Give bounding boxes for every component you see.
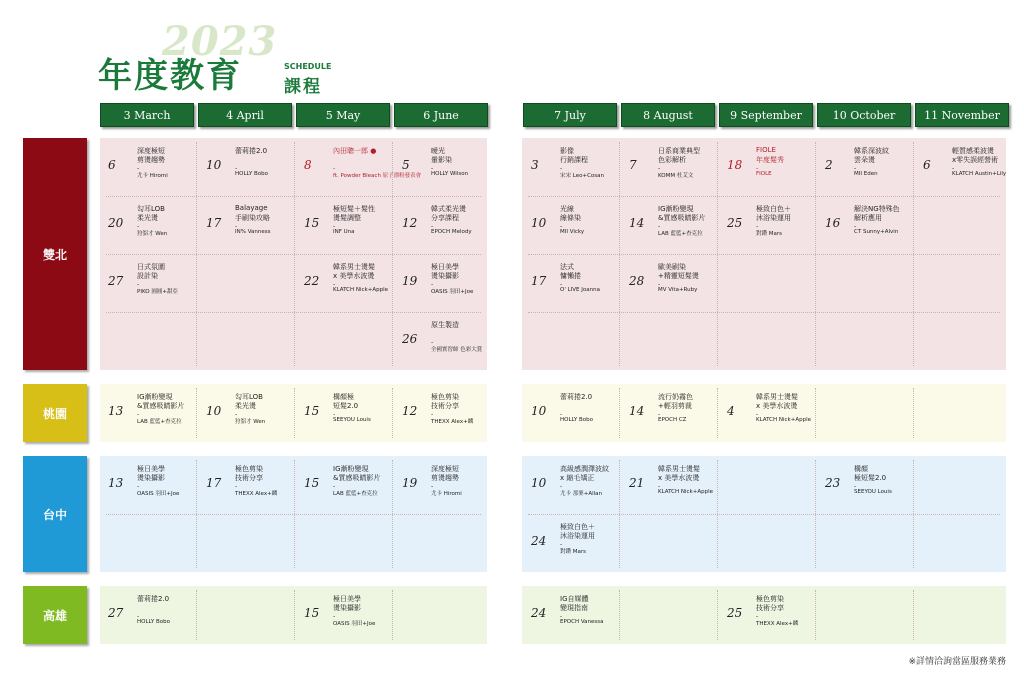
- course-lecturer: HOLLY Bobo: [560, 417, 593, 423]
- course-subtitle: &質感吸睛影片: [658, 214, 706, 222]
- course-lecturer: THEXX Alex+麟: [756, 621, 799, 627]
- month-header: 11 November: [915, 103, 1009, 127]
- course-subtitle: 行銷課程: [560, 156, 588, 164]
- course-title: 高級感潤澤波紋: [560, 465, 609, 473]
- course-subtitle: 短髮2.0: [333, 402, 359, 410]
- course-subtitle: 沐浴染運用: [756, 214, 791, 222]
- course-cell[interactable]: [915, 138, 1011, 196]
- day-number: 15: [304, 216, 320, 230]
- day-number: 7: [629, 158, 637, 172]
- month-header: 3 March: [100, 103, 194, 127]
- separator-dash: -: [560, 411, 563, 418]
- day-number: 20: [108, 216, 124, 230]
- course-cell[interactable]: [394, 456, 490, 514]
- course-cell[interactable]: [523, 196, 619, 254]
- column-divider: [196, 590, 197, 640]
- course-title: 韓式柔光燙: [431, 205, 466, 213]
- month-header: 9 September: [719, 103, 813, 127]
- course-lecturer: 尤卡 那麥+Allan: [560, 491, 603, 497]
- day-number: 15: [304, 404, 320, 418]
- course-title: 輕質感柔波燙: [952, 147, 994, 155]
- course-subtitle: 雲朵燙: [854, 156, 875, 164]
- course-lecturer: CT Sunny+Alvin: [854, 229, 899, 235]
- day-number: 3: [531, 158, 539, 172]
- course-title: 影像: [560, 147, 574, 155]
- course-title: 深度極短: [137, 147, 165, 155]
- day-number: 15: [304, 476, 320, 490]
- course-subtitle: +輕羽剪裁: [658, 402, 692, 410]
- course-title: 法式: [560, 263, 574, 271]
- course-lecturer: 宋宋 Leo+Cosan: [560, 173, 605, 179]
- separator-dash: -: [137, 411, 140, 418]
- course-cell[interactable]: [621, 138, 717, 196]
- course-lecturer: EPOCH CZ: [658, 417, 687, 423]
- separator-dash: -: [560, 165, 563, 172]
- separator-dash: -: [137, 483, 140, 490]
- course-lecturer: HOLLY Bobo: [235, 171, 268, 177]
- course-title: 流行奶霧色: [658, 393, 693, 401]
- month-header: 6 June: [394, 103, 488, 127]
- course-lecturer: FIOLE: [756, 171, 772, 177]
- course-subtitle: x零失誤經營術: [952, 156, 999, 164]
- separator-dash: -: [756, 223, 759, 230]
- course-lecturer: KLATCH Austin+Lily: [952, 171, 1007, 177]
- course-cell[interactable]: [523, 586, 619, 644]
- separator-dash: -: [431, 411, 434, 418]
- course-lecturer: LAB 藍藍+查克拉: [333, 491, 378, 497]
- course-subtitle: x 縮毛矯正: [560, 474, 595, 482]
- separator-dash: -: [235, 483, 238, 490]
- course-lecturer: OASIS 羽田+Joe: [137, 491, 180, 497]
- day-number: 24: [531, 534, 547, 548]
- course-cell[interactable]: [198, 456, 294, 514]
- separator-dash: -: [333, 613, 336, 620]
- course-lecturer: IN% Vanness: [235, 229, 271, 235]
- course-lecturer: LAB 藍藍+查克拉: [137, 419, 182, 425]
- month-header: 10 October: [817, 103, 911, 127]
- course-title: 蕾莉捲2.0: [235, 147, 268, 155]
- course-lecturer: 對鑽 Mars: [560, 549, 586, 555]
- course-lecturer: ft. Powder Bleach 原子漂粉發表會: [333, 173, 422, 179]
- course-subtitle: 技術分享: [431, 402, 459, 410]
- course-cell[interactable]: [719, 196, 815, 254]
- course-title: FIOLE: [756, 146, 776, 154]
- region-label: 雙北: [23, 138, 87, 370]
- separator-dash: -: [658, 281, 661, 288]
- course-subtitle: x 美學水波燙: [333, 272, 375, 280]
- column-divider: [815, 388, 816, 438]
- course-title: Balayage: [235, 204, 268, 212]
- course-title: 內田聰一郎 ●: [333, 147, 377, 155]
- month-header: 7 July: [523, 103, 617, 127]
- course-lecturer: OASIS 羽田+Joe: [333, 621, 376, 627]
- separator-dash: -: [854, 165, 857, 172]
- course-cell[interactable]: [817, 456, 913, 514]
- course-title: 極短髮＋髮性: [333, 205, 375, 213]
- separator-dash: -: [431, 165, 434, 172]
- course-subtitle: &質感吸睛影片: [333, 474, 381, 482]
- day-number: 10: [531, 404, 547, 418]
- day-number: 27: [108, 606, 124, 620]
- course-subtitle: x 美學水波燙: [756, 402, 798, 410]
- day-number: 2: [825, 158, 833, 172]
- course-lecturer: EPOCH Melody: [431, 229, 472, 235]
- course-subtitle: +精靈短髮燙: [658, 272, 699, 280]
- day-number: 12: [402, 216, 418, 230]
- course-title: 韓系男士燙髮: [658, 465, 700, 473]
- course-title: 原生製造: [431, 321, 459, 329]
- course-lecturer: KLATCH Nick+Apple: [658, 489, 714, 495]
- course-title: 極色剪染: [431, 393, 459, 401]
- day-number: 28: [629, 274, 645, 288]
- course-lecturer: THEXX Alex+麟: [431, 419, 474, 425]
- course-title: IG漸粉變現: [658, 205, 694, 213]
- course-cell[interactable]: [621, 196, 717, 254]
- course-title: IG漸粉變現: [137, 393, 173, 401]
- separator-dash: -: [137, 165, 140, 172]
- separator-dash: -: [137, 613, 140, 620]
- course-title: 歐美刷染: [658, 263, 686, 271]
- course-lecturer: 尤卡 Hiromi: [431, 491, 462, 497]
- page-title: 年度教育: [98, 56, 242, 96]
- title-block: [98, 18, 338, 97]
- day-number: 14: [629, 216, 645, 230]
- day-number: 10: [531, 476, 547, 490]
- course-cell[interactable]: [198, 196, 294, 254]
- separator-dash: -: [658, 483, 661, 490]
- course-lecturer: HOLLY Wilson: [431, 171, 469, 177]
- course-cell[interactable]: [621, 254, 717, 312]
- day-number: 25: [727, 216, 743, 230]
- course-subtitle: 剪燙趨勢: [431, 474, 459, 482]
- course-title: 勾耳LOB: [137, 205, 165, 213]
- day-number: 27: [108, 274, 124, 288]
- course-title: 勾耳LOB: [235, 393, 263, 401]
- course-cell[interactable]: [817, 196, 913, 254]
- course-lecturer: 對鑽 Mars: [756, 231, 782, 237]
- course-subtitle: 技術分享: [235, 474, 263, 482]
- separator-dash: -: [756, 411, 759, 418]
- course-subtitle: x 美學水波燙: [658, 474, 700, 482]
- course-cell[interactable]: [394, 312, 490, 370]
- separator-dash: -: [431, 223, 434, 230]
- course-lecturer: HOLLY Bobo: [137, 619, 170, 625]
- separator-dash: -: [560, 541, 563, 548]
- column-divider: [196, 388, 197, 438]
- day-number: 6: [108, 158, 116, 172]
- course-cell[interactable]: [394, 254, 490, 312]
- separator-dash: -: [235, 411, 238, 418]
- course-title: 極致白色＋: [560, 523, 595, 531]
- region-label: 高雄: [23, 586, 87, 644]
- course-title: 極致白色＋: [756, 205, 791, 213]
- day-number: 21: [629, 476, 645, 490]
- day-number: 17: [206, 216, 222, 230]
- separator-dash: -: [658, 165, 661, 172]
- course-lecturer: INF Una: [333, 229, 355, 235]
- month-header: 8 August: [621, 103, 715, 127]
- course-cell[interactable]: [296, 254, 392, 312]
- separator-dash: -: [854, 483, 857, 490]
- course-lecturer: SEEYOU Louis: [854, 489, 892, 495]
- course-lecturer: PIKO 圓圓+甜亞: [137, 289, 178, 295]
- course-lecturer: 尤卡 Hiromi: [137, 173, 168, 179]
- course-title: 日式氛圍: [137, 263, 165, 271]
- course-cell[interactable]: [394, 384, 490, 442]
- day-number: 6: [923, 158, 931, 172]
- course-cell[interactable]: [198, 138, 294, 196]
- course-subtitle: 極短髮2.0: [854, 474, 887, 482]
- course-subtitle: 色彩解析: [658, 156, 686, 164]
- separator-dash: -: [333, 411, 336, 418]
- course-lecturer: SEEYOU Louis: [333, 417, 371, 423]
- day-number: 13: [108, 476, 124, 490]
- separator-dash: -: [431, 483, 434, 490]
- course-title: IG漸粉變現: [333, 465, 369, 473]
- course-lecturer: THEXX Alex+麟: [235, 491, 278, 497]
- course-title: 韓系男士燙髮: [333, 263, 375, 271]
- course-title: IG自媒體: [560, 595, 589, 603]
- day-number: 19: [402, 476, 418, 490]
- column-divider: [294, 590, 295, 640]
- course-lecturer: 全國實習師 色彩大賞: [431, 347, 483, 353]
- separator-dash: -: [560, 483, 563, 490]
- column-divider: [717, 388, 718, 438]
- separator-dash: -: [560, 281, 563, 288]
- course-subtitle: 設計染: [137, 272, 158, 280]
- separator-dash: -: [952, 165, 955, 172]
- separator-dash: -: [658, 411, 661, 418]
- course-cell[interactable]: [719, 138, 815, 196]
- course-lecturer: MV Vita+Ruby: [658, 287, 698, 293]
- column-divider: [717, 590, 718, 640]
- course-title: 日系商業典型: [658, 147, 700, 155]
- course-cell[interactable]: [296, 138, 422, 196]
- course-title: 構顏: [854, 465, 868, 473]
- course-subtitle: 暈影染: [431, 156, 452, 164]
- day-number: 12: [402, 404, 418, 418]
- separator-dash: -: [560, 223, 563, 230]
- course-cell[interactable]: [523, 456, 619, 514]
- course-subtitle: 技術分享: [756, 604, 784, 612]
- course-title: 極日美學: [137, 465, 165, 473]
- course-lecturer: KLATCH Nick+Apple: [756, 417, 812, 423]
- course-subtitle: 手刷染攻略: [235, 214, 270, 222]
- course-cell[interactable]: [394, 138, 490, 196]
- month-header: 5 May: [296, 103, 390, 127]
- course-title: 蕾莉捲2.0: [137, 595, 170, 603]
- day-number: 15: [304, 606, 320, 620]
- day-number: 23: [825, 476, 841, 490]
- course-subtitle: 柔光燙: [235, 402, 256, 410]
- footnote: ※詳情洽詢當區服務業務: [908, 657, 1006, 667]
- course-lecturer: KLATCH Nick+Apple: [333, 287, 389, 293]
- course-title: 曖光: [431, 147, 445, 155]
- course-cell[interactable]: [621, 384, 717, 442]
- day-number: 26: [402, 332, 418, 346]
- course-cell[interactable]: [523, 384, 619, 442]
- course-subtitle: 年度髮秀: [756, 156, 784, 164]
- column-divider: [619, 388, 620, 438]
- course-cell[interactable]: [719, 384, 815, 442]
- course-cell[interactable]: [296, 586, 392, 644]
- separator-dash: -: [235, 165, 238, 172]
- day-number: 14: [629, 404, 645, 418]
- separator-dash: -: [137, 223, 140, 230]
- course-title: 光線: [560, 205, 574, 213]
- column-divider: [392, 388, 393, 438]
- day-number: 10: [206, 158, 222, 172]
- row-divider: [528, 312, 1000, 313]
- course-cell[interactable]: [296, 384, 392, 442]
- course-subtitle: 解析應用: [854, 214, 882, 222]
- course-lecturer: 狩貂才 Wen: [137, 231, 168, 237]
- course-lecturer: 狩貂才 Wen: [235, 419, 266, 425]
- separator-dash: -: [235, 223, 238, 230]
- day-number: 10: [206, 404, 222, 418]
- region-label: 台中: [23, 456, 87, 572]
- separator-dash: -: [854, 223, 857, 230]
- day-number: 25: [727, 606, 743, 620]
- course-title: 韓系男士燙髮: [756, 393, 798, 401]
- day-number: 17: [531, 274, 547, 288]
- course-subtitle: 燙髮調整: [333, 214, 361, 222]
- separator-dash: -: [333, 165, 336, 172]
- course-subtitle: 慵懶捲: [560, 272, 581, 280]
- separator-dash: -: [756, 165, 759, 172]
- course-title: 解決NG特殊色: [854, 205, 900, 213]
- row-divider: [106, 514, 481, 515]
- day-number: 17: [206, 476, 222, 490]
- course-title: 極色剪染: [756, 595, 784, 603]
- column-divider: [913, 590, 914, 640]
- course-subtitle: 柔光燙: [137, 214, 158, 222]
- day-number: 4: [727, 404, 735, 418]
- separator-dash: -: [333, 223, 336, 230]
- column-divider: [294, 388, 295, 438]
- column-divider: [913, 388, 914, 438]
- day-number: 24: [531, 606, 547, 620]
- course-cell[interactable]: [100, 196, 196, 254]
- course-lecturer: MII Eden: [854, 171, 878, 177]
- course-title: 深度極短: [431, 465, 459, 473]
- course-cell[interactable]: [100, 254, 196, 312]
- course-lecturer: MII Vicky: [560, 229, 585, 235]
- schedule-label-en: SCHEDULE: [284, 62, 332, 71]
- course-cell[interactable]: [621, 456, 717, 514]
- separator-dash: -: [137, 281, 140, 288]
- course-cell[interactable]: [296, 196, 392, 254]
- course-cell[interactable]: [100, 138, 196, 196]
- course-cell[interactable]: [100, 586, 196, 644]
- course-cell[interactable]: [100, 384, 196, 442]
- course-title: 極日美學: [431, 263, 459, 271]
- day-number: 13: [108, 404, 124, 418]
- course-title: 韓系深波紋: [854, 147, 889, 155]
- column-divider: [619, 590, 620, 640]
- course-lecturer: OASIS 羽田+Joe: [431, 289, 474, 295]
- month-header: 4 April: [198, 103, 292, 127]
- separator-dash: -: [333, 483, 336, 490]
- course-cell[interactable]: [719, 586, 815, 644]
- day-number: 5: [402, 158, 410, 172]
- day-number: 10: [531, 216, 547, 230]
- separator-dash: -: [431, 339, 434, 346]
- day-number: 18: [727, 158, 743, 172]
- course-subtitle: 變現指南: [560, 604, 588, 612]
- day-number: 19: [402, 274, 418, 288]
- column-divider: [392, 590, 393, 640]
- course-subtitle: 剪燙趨勢: [137, 156, 165, 164]
- course-cell[interactable]: [296, 456, 392, 514]
- separator-dash: -: [658, 223, 661, 230]
- day-number: 22: [304, 274, 320, 288]
- course-subtitle: 燙染攝影: [431, 272, 459, 280]
- course-subtitle: 燙染攝影: [137, 474, 165, 482]
- day-number: 8: [304, 158, 312, 172]
- separator-dash: -: [560, 613, 563, 620]
- course-subtitle: 沐浴染運用: [560, 532, 595, 540]
- course-lecturer: EPOCH Vanessa: [560, 619, 604, 625]
- course-cell[interactable]: [817, 138, 913, 196]
- course-cell[interactable]: [523, 254, 619, 312]
- course-subtitle: &質感吸睛影片: [137, 402, 185, 410]
- course-subtitle: 燙染攝影: [333, 604, 361, 612]
- column-divider: [815, 590, 816, 640]
- course-cell[interactable]: [523, 514, 619, 572]
- schedule-label-zh: 課程: [284, 77, 322, 97]
- course-lecturer: LAB 藍藍+查克拉: [658, 231, 703, 237]
- course-title: 極日美學: [333, 595, 361, 603]
- course-title: 極色剪染: [235, 465, 263, 473]
- course-title: 蕾莉捲2.0: [560, 393, 593, 401]
- course-cell[interactable]: [198, 384, 294, 442]
- course-lecturer: KOMM 杜艾文: [658, 173, 694, 179]
- course-cell[interactable]: [100, 456, 196, 514]
- course-title: 構顏極: [333, 393, 354, 401]
- region-label: 桃園: [23, 384, 87, 442]
- year-watermark: 2023: [162, 18, 278, 65]
- course-lecturer: O' LIVE Joanna: [560, 287, 600, 293]
- separator-dash: -: [431, 281, 434, 288]
- course-cell[interactable]: [394, 196, 490, 254]
- course-subtitle: 線條染: [560, 214, 581, 222]
- day-number: 16: [825, 216, 841, 230]
- separator-dash: -: [756, 613, 759, 620]
- separator-dash: -: [333, 281, 336, 288]
- course-cell[interactable]: [523, 138, 619, 196]
- course-subtitle: 分享課程: [431, 214, 459, 222]
